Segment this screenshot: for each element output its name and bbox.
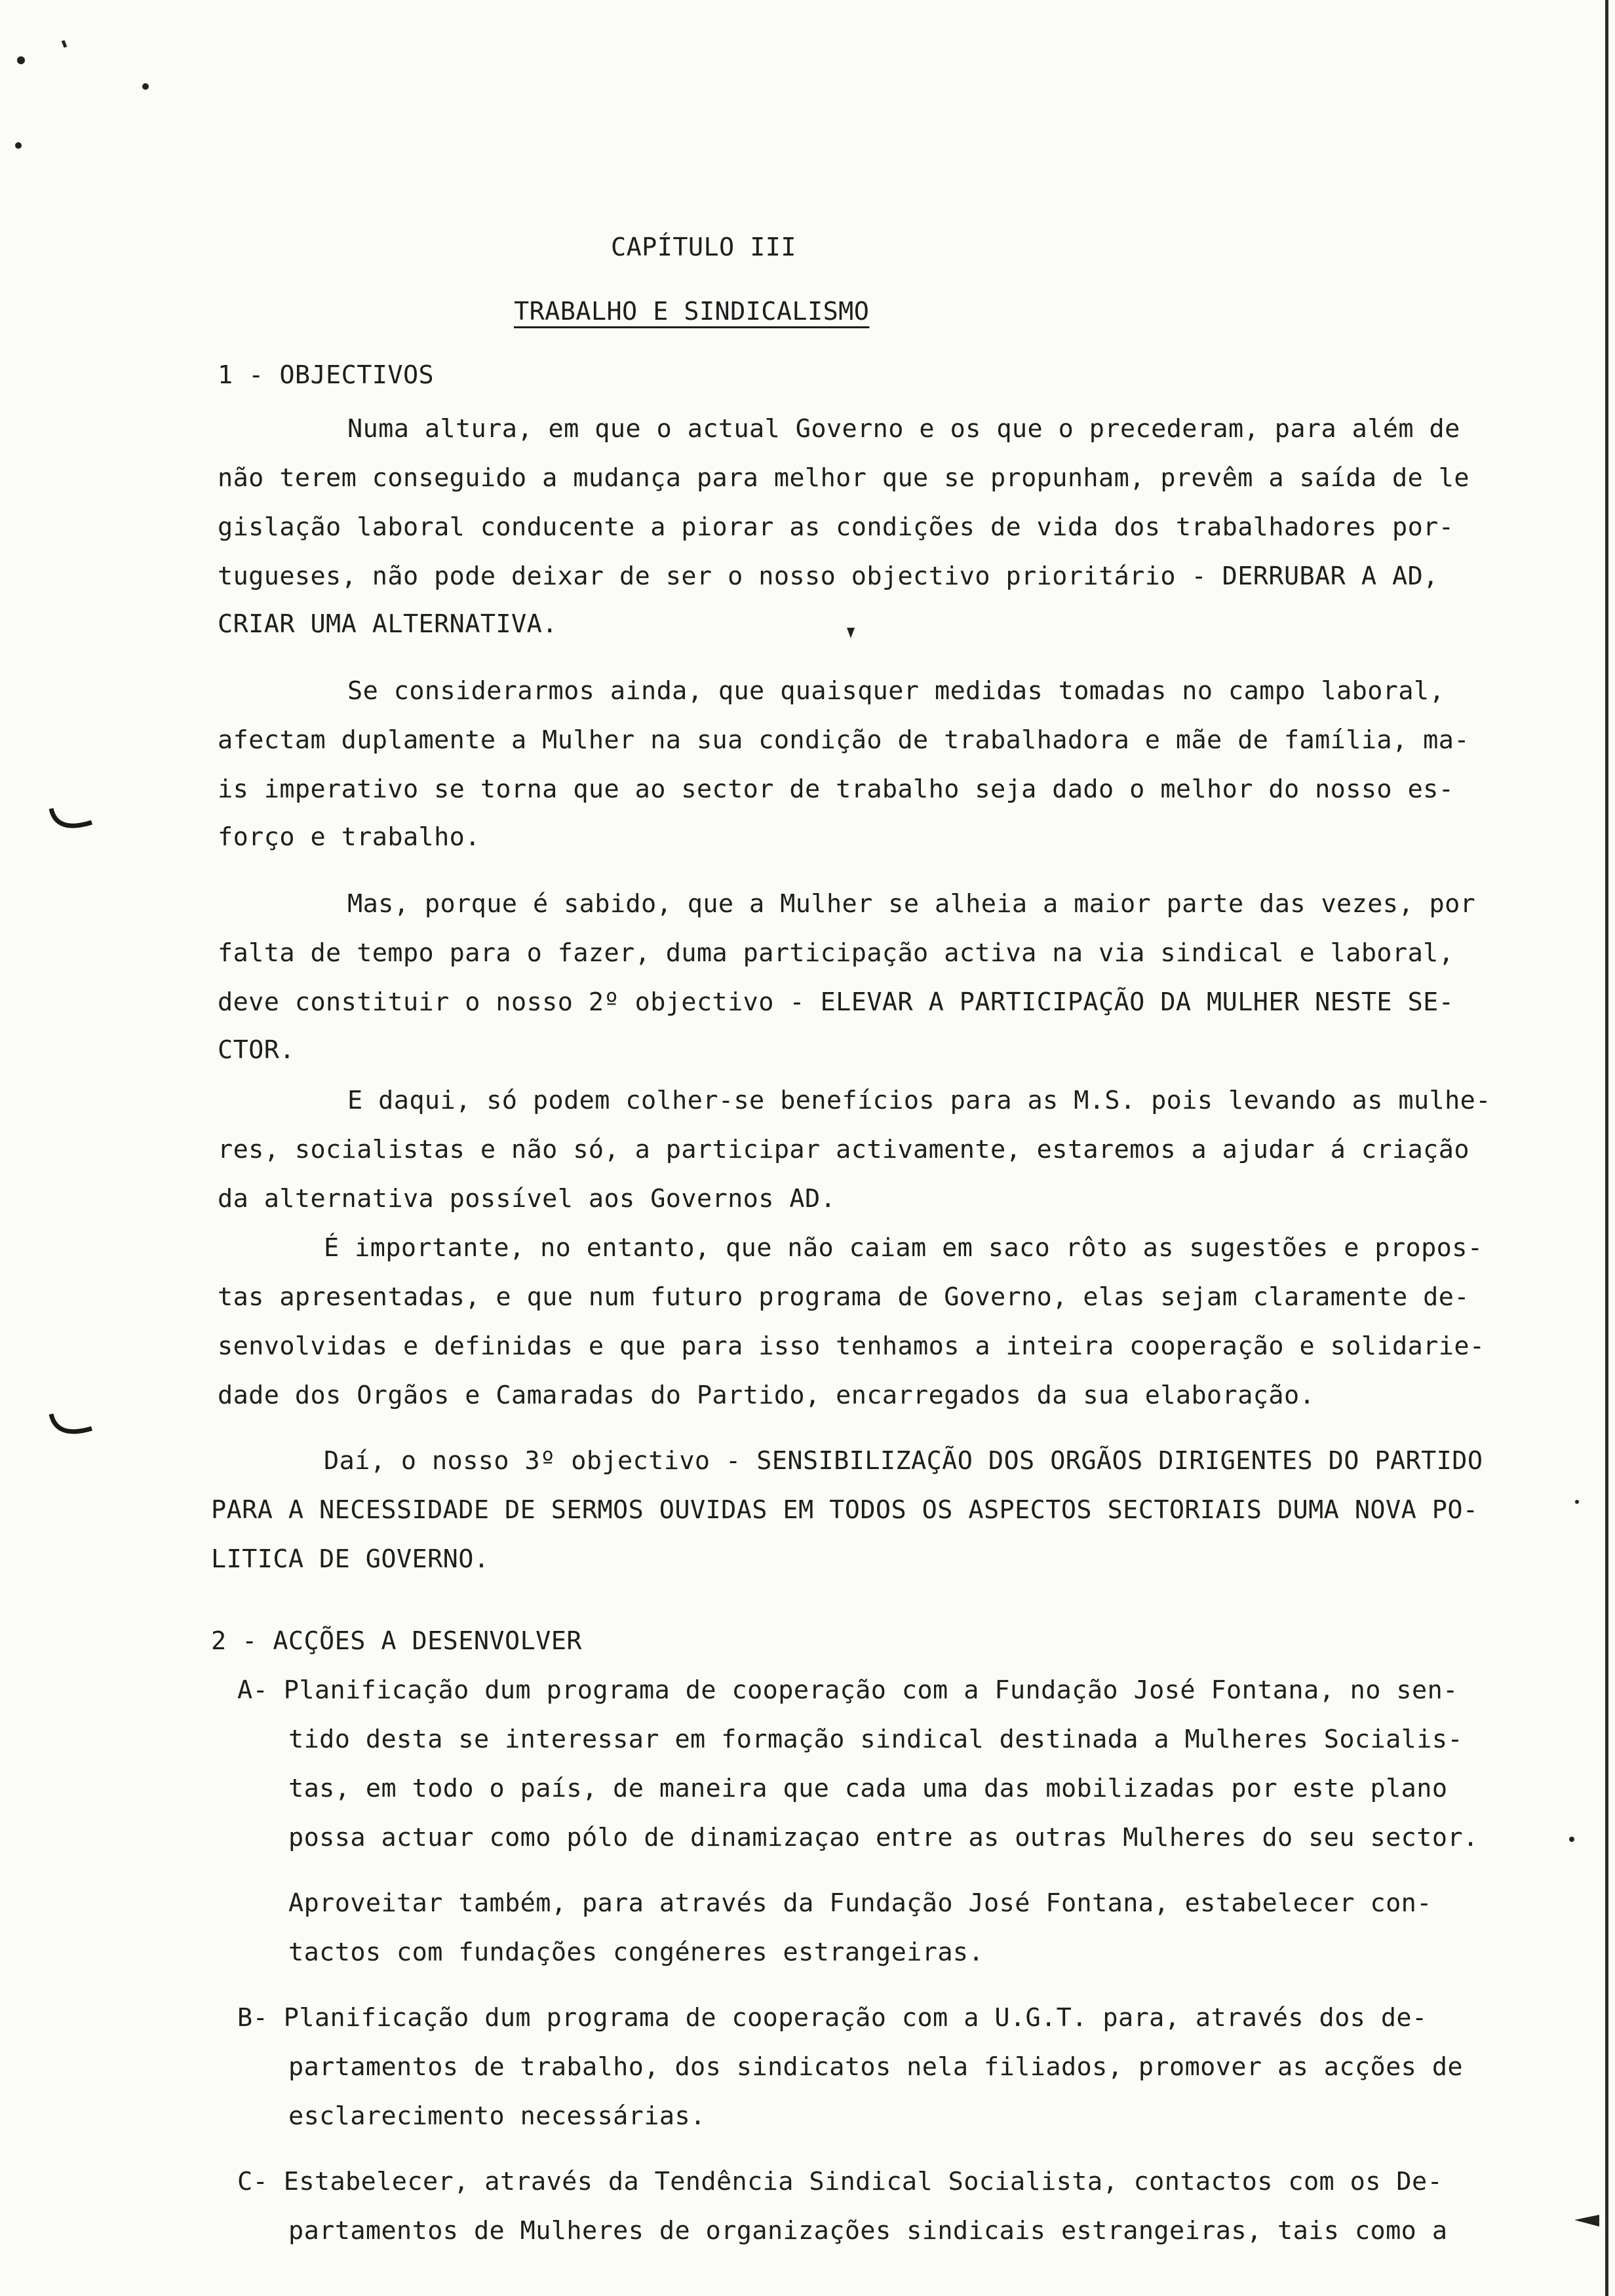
text-line: Mas, porque é sabido, que a Mulher se alheia a maior parte das vezes, por: [347, 889, 1476, 919]
text-line: Daí, o nosso 3º objectivo - SENSIBILIZAÇÃO DOS ORGÃOS DIRIGENTES DO PARTIDO: [324, 1446, 1483, 1476]
list-item-c: C- Estabelecer, através da Tendência Sindical Socialista, contactos com os De-: [237, 2167, 1443, 2196]
text-line: partamentos de Mulheres de organizações sindicais estrangeiras, tais como a: [288, 2216, 1448, 2246]
text-line: esclarecimento necessárias.: [288, 2101, 706, 2131]
section-heading-accoes: 2 - ACÇÕES A DESENVOLVER: [211, 1626, 582, 1656]
text-line: senvolvidas e definidas e que para isso tenhamos a inteira cooperação e solidarie-: [218, 1331, 1485, 1361]
text-line: CTOR.: [218, 1035, 295, 1065]
text-line: afectam duplamente a Mulher na sua condição de trabalhadora e mãe de família, ma-: [218, 725, 1469, 755]
text-line: possa actuar como pólo de dinamizaçao entre as outras Mulheres do seu sector.: [288, 1823, 1479, 1852]
text-line: Aproveitar também, para através da Fundação José Fontana, estabelecer con-: [288, 1888, 1432, 1918]
text-line: is imperativo se torna que ao sector de trabalho seja dado o melhor do nosso es-: [218, 775, 1454, 804]
section-heading-objectivos: 1 - OBJECTIVOS: [218, 360, 435, 390]
text-line: falta de tempo para o fazer, duma participação activa na via sindical e laboral,: [218, 938, 1454, 968]
text-line: tas, em todo o país, de maneira que cada uma das mobilizadas por este plano: [288, 1774, 1448, 1803]
text-line: PARA A NECESSIDADE DE SERMOS OUVIDAS EM TODOS OS ASPECTOS SECTORIAIS DUMA NOVA PO-: [211, 1495, 1479, 1525]
text-line: E daqui, só podem colher-se benefícios para as M.S. pois levando as mulhe-: [347, 1086, 1491, 1115]
text-line: tido desta se interessar em formação sindical destinada a Mulheres Socialis-: [288, 1725, 1464, 1754]
text-line: deve constituir o nosso 2º objectivo - ELEVAR A PARTICIPAÇÃO DA MULHER NESTE SE-: [218, 987, 1454, 1017]
text-line: Se considerarmos ainda, que quaisquer medidas tomadas no campo laboral,: [347, 676, 1445, 706]
text-line: LITICA DE GOVERNO.: [211, 1544, 490, 1574]
list-item-b: B- Planificação dum programa de cooperação com a U.G.T. para, através dos de-: [237, 2003, 1428, 2033]
text-line: CRIAR UMA ALTERNATIVA.: [218, 609, 558, 639]
text-line: É importante, no entanto, que não caiam em saco rôto as sugestões e propos-: [324, 1233, 1483, 1263]
chapter-title: TRABALHO E SINDICALISMO: [514, 297, 870, 326]
text-line: Numa altura, em que o actual Governo e os que o precederam, para além de: [347, 414, 1460, 444]
text-line: dade dos Orgãos e Camaradas do Partido, encarregados da sua elaboração.: [218, 1381, 1315, 1410]
chapter-heading: CAPÍTULO III: [611, 233, 796, 262]
text-line: forço e trabalho.: [218, 822, 480, 852]
text-line: não terem conseguido a mudança para melhor que se propunham, prevêm a saída de le: [218, 463, 1469, 493]
text-line: tugueses, não pode deixar de ser o nosso objectivo prioritário - DERRUBAR A AD,: [218, 562, 1439, 591]
text-line: tas apresentadas, e que num futuro programa de Governo, elas sejam claramente de-: [218, 1282, 1469, 1312]
text-line: gislação laboral conducente a piorar as condições de vida dos trabalhadores por-: [218, 512, 1454, 542]
text-line: da alternativa possível aos Governos AD.: [218, 1184, 836, 1214]
text-line: partamentos de trabalho, dos sindicatos nela filiados, promover as acções de: [288, 2052, 1464, 2082]
text-line: tactos com fundações congéneres estrangeiras.: [288, 1938, 984, 1967]
text-line: res, socialistas e não só, a participar activamente, estaremos a ajudar á criação: [218, 1135, 1469, 1164]
list-item-a: A- Planificação dum programa de cooperação com a Fundação José Fontana, no sen-: [237, 1675, 1458, 1705]
